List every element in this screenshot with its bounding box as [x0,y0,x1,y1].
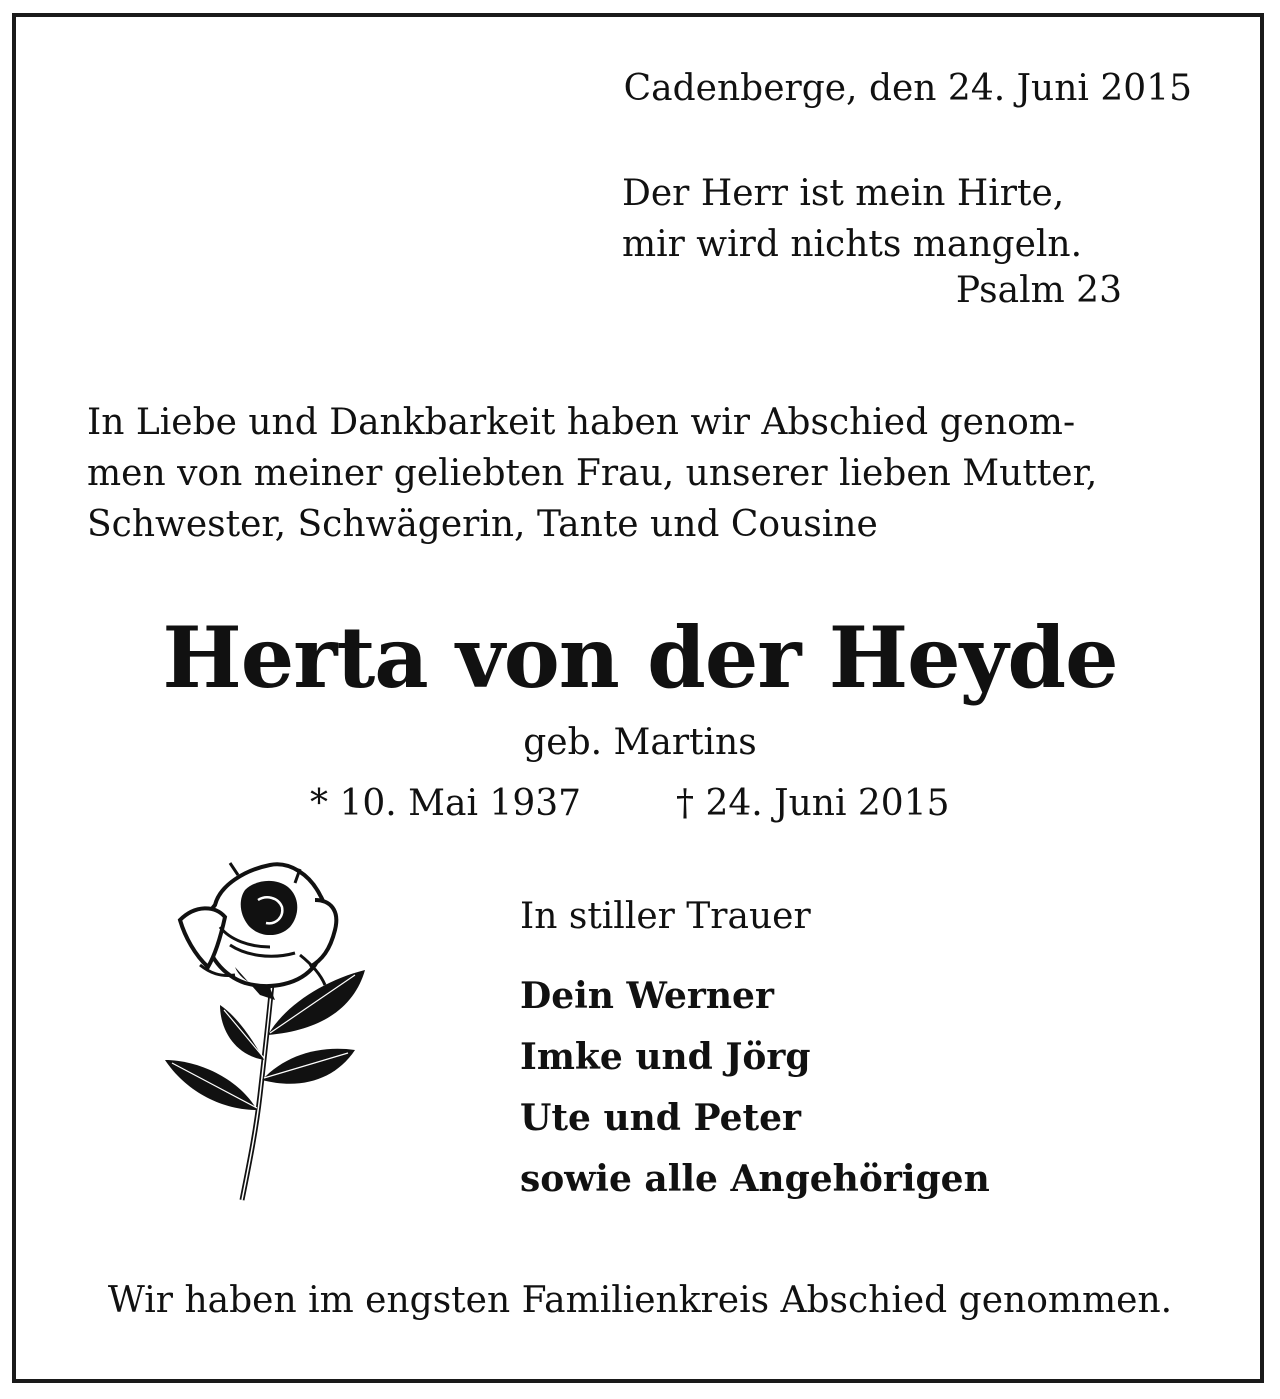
psalm-verse [622,168,1082,270]
rose-icon [160,855,380,1205]
death-date: † 24. Juni 2015 [676,783,950,824]
intro-line-2: men von meiner geliebten Frau, unserer lieben Mutter, [87,453,1098,494]
mourner-name: Ute und Peter [520,1097,802,1139]
intro-line-3: Schwester, Schwägerin, Tante und Cousine [87,504,878,545]
intro-line-1: In Liebe und Dankbarkeit haben wir Abschied genom- [87,402,1076,443]
birth-date: * 10. Mai 1937 [310,783,582,824]
mourning-heading: In stiller Trauer [520,896,811,937]
closing-note: Wir haben im engsten Familienkreis Abschied genommen. [107,1280,1173,1321]
deceased-name: Herta von der Heyde [162,608,1118,707]
maiden-name: geb. Martins [523,722,757,763]
verse-line-2: mir wird nichts mangeln. [622,224,1083,265]
mourner-name: Imke und Jörg [520,1036,811,1078]
verse-line-1: Der Herr ist mein Hirte, [622,173,1065,214]
mourner-name: Dein Werner [520,975,774,1017]
verse-source: Psalm 23 [955,270,1122,311]
intro-text [87,397,1197,550]
location-date: Cadenberge, den 24. Juni 2015 [623,68,1192,109]
mourners-list [520,966,990,1210]
mourner-name: sowie alle Angehörigen [520,1158,990,1200]
